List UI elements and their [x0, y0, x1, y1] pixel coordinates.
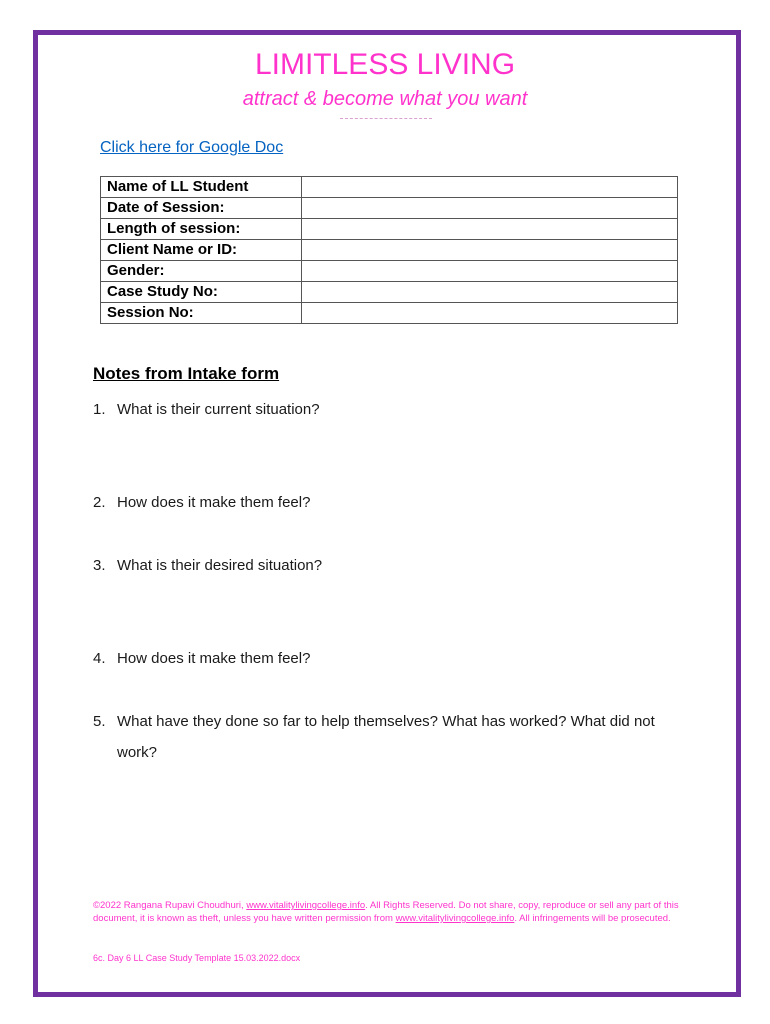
question-text: How does it make them feel? [117, 494, 311, 511]
row-value-field[interactable] [302, 261, 678, 282]
notes-heading: Notes from Intake form [93, 364, 280, 383]
row-label: Gender: [101, 261, 302, 282]
question-number: 2. [93, 494, 106, 511]
question-number: 3. [93, 557, 106, 574]
page-title: LIMITLESS LIVING [254, 48, 516, 81]
question-number: 1. [93, 401, 106, 418]
question-number: 5. [93, 713, 106, 730]
question-text: What is their desired situation? [117, 557, 323, 574]
page-subtitle: attract & become what you want [242, 88, 528, 110]
website-link[interactable]: www.vitalitylivingcollege.info [246, 900, 366, 911]
row-label: Case Study No: [101, 282, 302, 303]
question-text: What have they done so far to help themselves? What has worked? What did not work? [117, 713, 655, 761]
question-item [93, 706, 673, 768]
table-row [101, 261, 678, 282]
question-item [93, 550, 673, 581]
table-row [101, 240, 678, 261]
table-row [101, 198, 678, 219]
row-label: Date of Session: [101, 198, 302, 219]
question-number: 4. [93, 650, 106, 667]
document-filename: 6c. Day 6 LL Case Study Template 15.03.2022.docx [93, 953, 301, 963]
row-label: Name of LL Student [101, 177, 302, 198]
copyright-text: . All infringements will be prosecuted. [514, 913, 671, 924]
session-info-table [100, 176, 678, 324]
table-row [101, 303, 678, 324]
row-value-field[interactable] [302, 303, 678, 324]
row-value-field[interactable] [302, 282, 678, 303]
google-doc-link[interactable]: Click here for Google Doc [100, 139, 284, 156]
copyright-text: . All Rights Reserved. Do not share, copy, reproduce or sell any part of this document, it is known as theft, unless you have written permission from [93, 900, 679, 924]
row-value-field[interactable] [302, 177, 678, 198]
question-item [93, 394, 673, 425]
row-label: Length of session: [101, 219, 302, 240]
table-row [101, 282, 678, 303]
question-item [93, 643, 673, 674]
row-value-field[interactable] [302, 240, 678, 261]
row-value-field[interactable] [302, 198, 678, 219]
row-value-field[interactable] [302, 219, 678, 240]
copyright-text: ©2022 Rangana Rupavi Choudhuri, [93, 900, 247, 911]
title-divider [340, 118, 432, 119]
website-link[interactable]: www.vitalitylivingcollege.info [395, 913, 515, 924]
question-text: How does it make them feel? [117, 650, 311, 667]
question-text: What is their current situation? [117, 401, 320, 418]
table-row [101, 177, 678, 198]
question-item [93, 487, 673, 518]
row-label: Session No: [101, 303, 302, 324]
row-label: Client Name or ID: [101, 240, 302, 261]
table-row [101, 219, 678, 240]
copyright-notice [93, 899, 683, 925]
